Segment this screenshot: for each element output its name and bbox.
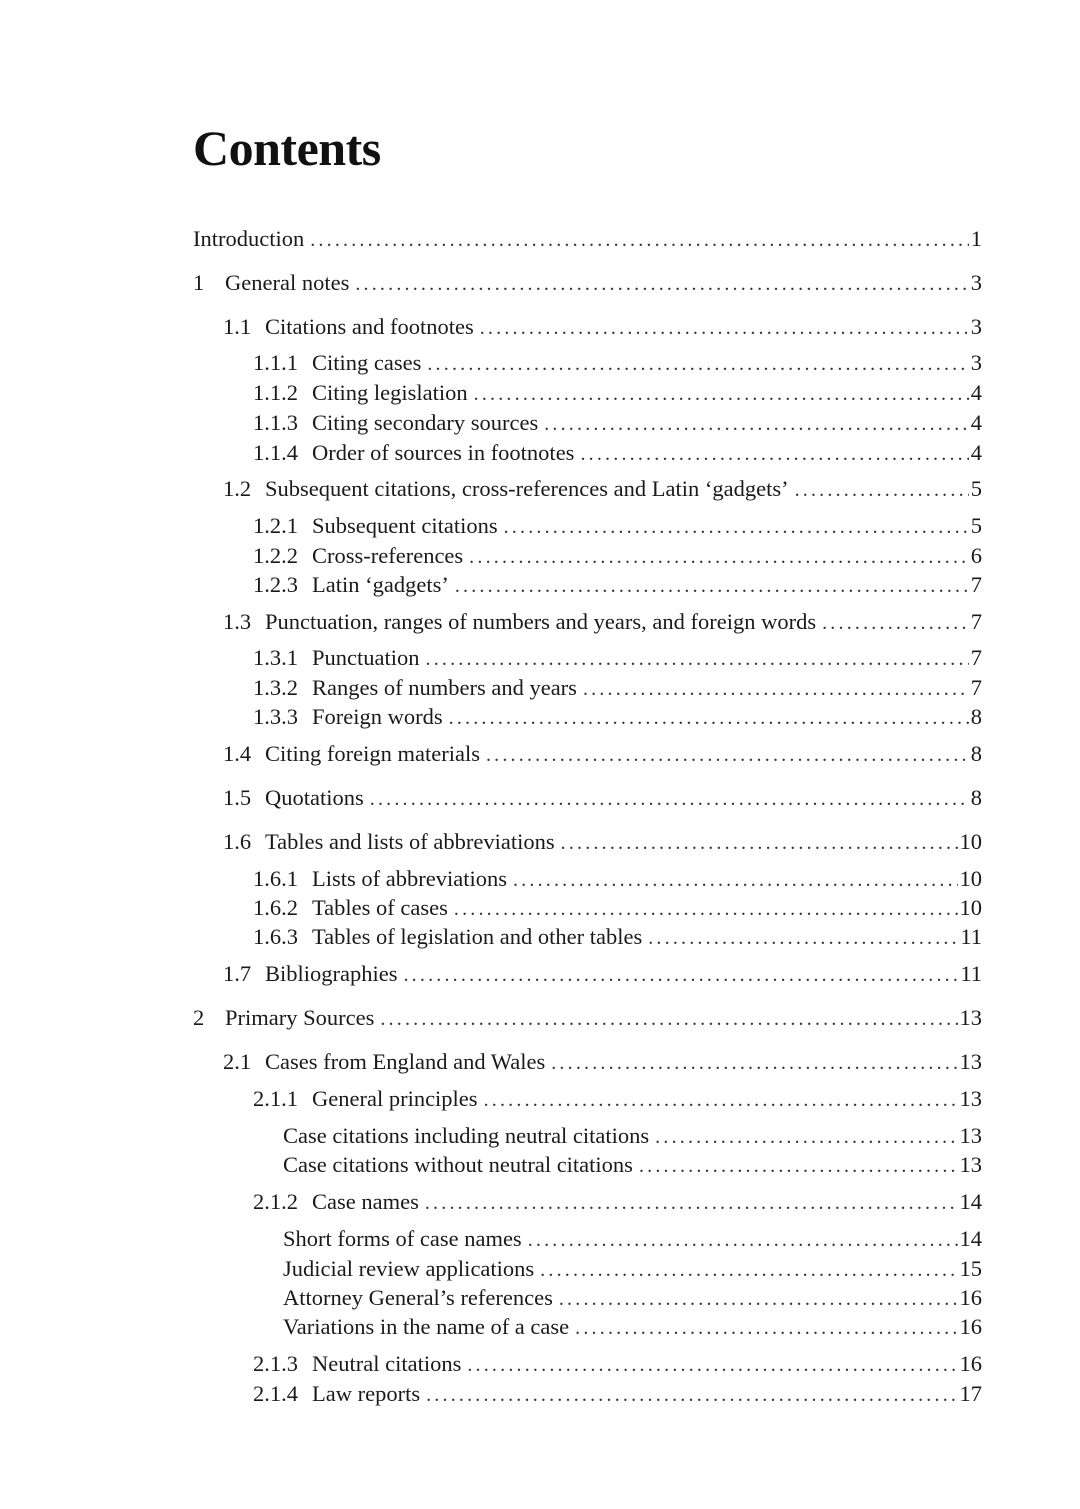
dot-leader <box>648 923 958 952</box>
toc-entry-title: Cross-references <box>312 543 464 568</box>
toc-entry-number: 2.1.2 <box>253 1189 298 1214</box>
toc-entry-title: Ranges of numbers and years <box>312 675 577 700</box>
toc-entry-number: 1.3.1 <box>253 645 298 670</box>
toc-entry-title: Law reports <box>312 1381 421 1406</box>
dot-leader <box>639 1151 958 1180</box>
dot-leader <box>559 1284 958 1313</box>
dot-leader <box>449 703 969 732</box>
toc-entry-number: 1.2.1 <box>253 513 298 538</box>
toc-entry-title: Order of sources in footnotes <box>312 440 575 465</box>
toc-entry[interactable] <box>223 474 982 504</box>
toc-entry-number: 1.2 <box>223 476 252 501</box>
toc-entry-page-number: 13 <box>959 1152 982 1177</box>
toc-entry-number: 1.6.3 <box>253 924 298 949</box>
dot-leader <box>380 1004 957 1033</box>
toc-entry-page-number: 13 <box>959 1049 982 1074</box>
toc-entry[interactable] <box>223 827 982 857</box>
toc-entry-number: 2.1 <box>223 1049 252 1074</box>
toc-entry-title: Tables of legislation and other tables <box>312 924 643 949</box>
toc-entry-page-number: 13 <box>959 1123 982 1148</box>
toc-entry[interactable] <box>253 348 982 378</box>
dot-leader <box>469 542 969 571</box>
toc-entry-title: Quotations <box>265 785 364 810</box>
dot-leader <box>426 644 969 673</box>
toc-entry[interactable] <box>223 783 982 813</box>
toc-entry-number: 1.3 <box>223 609 252 634</box>
dot-leader <box>655 1122 957 1151</box>
toc-entry[interactable] <box>253 702 982 732</box>
toc-entry[interactable] <box>253 541 982 571</box>
toc-entry-page-number: 14 <box>959 1189 982 1214</box>
toc-entry[interactable] <box>223 959 982 989</box>
toc-entry-title: Attorney General’s references <box>283 1285 553 1310</box>
dot-leader <box>822 608 969 637</box>
toc-entry[interactable] <box>193 268 982 298</box>
dot-leader <box>528 1225 958 1254</box>
toc-entry-page-number: 5 <box>970 513 982 538</box>
toc-entry-page-number: 7 <box>970 675 982 700</box>
dot-leader <box>580 439 968 468</box>
toc-entry-page-number: 10 <box>959 895 982 920</box>
toc-entry-title: Citing cases <box>312 350 422 375</box>
toc-entry-page-number: 13 <box>959 1005 982 1030</box>
dot-leader <box>561 828 958 857</box>
toc-entry-page-number: 14 <box>959 1226 982 1251</box>
dot-leader <box>486 740 969 769</box>
toc-entry-number: 1.2.3 <box>253 572 298 597</box>
toc-entry-title: Citing foreign materials <box>265 741 480 766</box>
toc-entry[interactable] <box>253 922 982 952</box>
toc-entry-page-number: 8 <box>970 704 982 729</box>
dot-leader <box>474 379 969 408</box>
dot-leader <box>427 349 968 378</box>
toc-entry-number: 1.3.2 <box>253 675 298 700</box>
toc-entry-title: Introduction <box>193 226 305 251</box>
toc-entry-number: 2.1.4 <box>253 1381 298 1406</box>
dot-leader <box>583 674 969 703</box>
toc-entry-title: Case citations including neutral citations <box>283 1123 650 1148</box>
dot-leader <box>544 409 969 438</box>
toc-entry-number: 1.1.4 <box>253 440 298 465</box>
toc-entry-page-number: 5 <box>970 476 982 501</box>
toc-entry[interactable] <box>283 1121 982 1151</box>
dot-leader <box>575 1313 957 1342</box>
toc-entry-title: Primary Sources <box>225 1005 375 1030</box>
toc-entry-title: Subsequent citations <box>312 513 498 538</box>
toc-entry[interactable] <box>253 1379 982 1409</box>
toc-entry-title: Punctuation <box>312 645 420 670</box>
toc-entry-number: 1.4 <box>223 741 252 766</box>
toc-entry[interactable] <box>253 643 982 673</box>
toc-entry-number: 1.1.3 <box>253 410 298 435</box>
toc-entry-page-number: 3 <box>970 314 982 339</box>
toc-entry[interactable] <box>253 408 982 438</box>
toc-entry-page-number: 7 <box>970 572 982 597</box>
toc-entry-number: 1.2.2 <box>253 543 298 568</box>
dot-leader <box>425 1188 958 1217</box>
toc-entry-number: 1.3.3 <box>253 704 298 729</box>
toc-entry[interactable] <box>253 570 982 600</box>
toc-entry-page-number: 4 <box>970 440 982 465</box>
dot-leader <box>403 960 958 989</box>
toc-entry-title: Citing secondary sources <box>312 410 539 435</box>
toc-entry[interactable] <box>223 739 982 769</box>
toc-entry[interactable] <box>253 438 982 468</box>
toc-entry-title: Case names <box>312 1189 419 1214</box>
toc-entry-title: Tables of cases <box>312 895 448 920</box>
dot-leader <box>310 225 969 254</box>
toc-entry-page-number: 8 <box>970 741 982 766</box>
toc-entry-number: 1.6.2 <box>253 895 298 920</box>
toc-entry-page-number: 13 <box>959 1086 982 1111</box>
dot-leader <box>426 1380 957 1409</box>
toc-entry-page-number: 8 <box>970 785 982 810</box>
toc-entry-page-number: 4 <box>970 410 982 435</box>
dot-leader <box>484 1085 958 1114</box>
toc-entry[interactable] <box>223 607 982 637</box>
toc-entry-title: Subsequent citations, cross-references and Latin ‘gadgets’ <box>265 476 789 501</box>
toc-entry[interactable] <box>253 378 982 408</box>
toc-entry-number: 2 <box>193 1005 205 1030</box>
toc-entry[interactable] <box>283 1283 982 1313</box>
toc-entry-title: Short forms of case names <box>283 1226 522 1251</box>
toc-entry-page-number: 16 <box>959 1314 982 1339</box>
toc-entry-page-number: 6 <box>970 543 982 568</box>
toc-entry-title: Citations and footnotes <box>265 314 474 339</box>
toc-entry-number: 2.1.3 <box>253 1351 298 1376</box>
toc-entry-title: Lists of abbreviations <box>312 866 507 891</box>
toc-entry[interactable] <box>253 673 982 703</box>
page-title: Contents <box>193 120 381 176</box>
toc-entry-number: 1.7 <box>223 961 252 986</box>
dot-leader <box>795 475 969 504</box>
toc-entry-title: General principles <box>312 1086 478 1111</box>
toc-entry-number: 1 <box>193 270 205 295</box>
toc-entry-page-number: 7 <box>970 645 982 670</box>
dot-leader <box>355 269 968 298</box>
toc-entry[interactable] <box>253 1349 982 1379</box>
dot-leader <box>370 784 969 813</box>
toc-entry-title: Variations in the name of a case <box>283 1314 570 1339</box>
toc-entry[interactable] <box>253 1084 982 1114</box>
toc-entry-title: Latin ‘gadgets’ <box>312 572 449 597</box>
toc-entry-title: Tables and lists of abbreviations <box>265 829 555 854</box>
dot-leader <box>551 1048 957 1077</box>
toc-entry[interactable] <box>193 224 982 254</box>
toc-entry[interactable] <box>283 1312 982 1342</box>
toc-entry-title: Cases from England and Wales <box>265 1049 546 1074</box>
toc-entry-title: Punctuation, ranges of numbers and years, and foreign words <box>265 609 817 634</box>
dot-leader <box>480 313 969 342</box>
toc-entry-page-number: 10 <box>959 866 982 891</box>
toc-entry-number: 1.1.2 <box>253 380 298 405</box>
toc-entry[interactable] <box>253 893 982 923</box>
toc-entry-page-number: 1 <box>970 226 982 251</box>
toc-entry-page-number: 17 <box>959 1381 982 1406</box>
toc-entry[interactable] <box>223 312 982 342</box>
toc-entry[interactable] <box>253 511 982 541</box>
toc-entry-page-number: 16 <box>959 1285 982 1310</box>
toc-entry-page-number: 4 <box>970 380 982 405</box>
dot-leader <box>513 865 958 894</box>
toc-entry-title: Citing legislation <box>312 380 468 405</box>
toc-entry-number: 1.1.1 <box>253 350 298 375</box>
toc-entry-number: 2.1.1 <box>253 1086 298 1111</box>
toc-entry[interactable] <box>253 864 982 894</box>
toc-entry-number: 1.6.1 <box>253 866 298 891</box>
toc-entry-page-number: 7 <box>970 609 982 634</box>
dot-leader <box>467 1350 957 1379</box>
toc-entry[interactable] <box>253 1187 982 1217</box>
toc-entry-title: General notes <box>225 270 350 295</box>
toc-entry-title: Bibliographies <box>265 961 398 986</box>
toc-entry-number: 1.5 <box>223 785 252 810</box>
toc-entry-page-number: 15 <box>959 1256 982 1281</box>
toc-entry-page-number: 3 <box>970 350 982 375</box>
dot-leader <box>504 512 969 541</box>
toc-entry-page-number: 11 <box>960 924 982 949</box>
toc-entry-title: Case citations without neutral citations <box>283 1152 633 1177</box>
toc-entry-title: Judicial review applications <box>283 1256 535 1281</box>
toc-entry[interactable] <box>193 1003 982 1033</box>
toc-entry-number: 1.1 <box>223 314 252 339</box>
toc-entry-page-number: 16 <box>959 1351 982 1376</box>
toc-entry[interactable] <box>283 1150 982 1180</box>
toc-entry[interactable] <box>223 1047 982 1077</box>
toc-entry[interactable] <box>283 1254 982 1284</box>
toc-entry[interactable] <box>283 1224 982 1254</box>
toc-entry-number: 1.6 <box>223 829 252 854</box>
toc-entry-title: Foreign words <box>312 704 443 729</box>
dot-leader <box>540 1255 957 1284</box>
toc-entry-title: Neutral citations <box>312 1351 462 1376</box>
toc-entry-page-number: 3 <box>970 270 982 295</box>
dot-leader <box>455 571 969 600</box>
toc-entry-page-number: 10 <box>959 829 982 854</box>
toc-entry-page-number: 11 <box>960 961 982 986</box>
dot-leader <box>454 894 958 923</box>
